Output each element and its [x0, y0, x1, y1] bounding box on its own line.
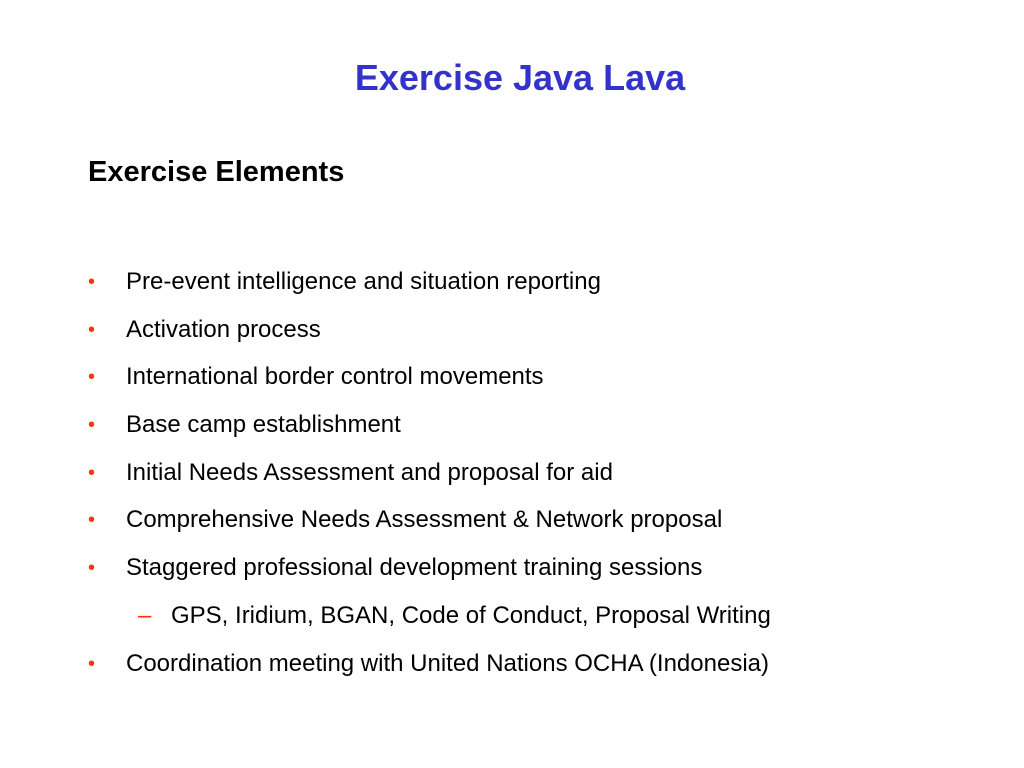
sub-bullet-marker: –: [138, 601, 152, 629]
bullet-text: Comprehensive Needs Assessment & Network proposal: [126, 506, 723, 534]
bullet-item: [88, 310, 771, 358]
bullet-item: [88, 500, 771, 548]
sub-bullet-text: GPS, Iridium, BGAN, Code of Conduct, Proposal Writing: [171, 601, 771, 629]
bullet-marker: •: [88, 366, 96, 389]
bullet-text: Coordination meeting with United Nations OCHA (Indonesia): [126, 649, 769, 677]
bullet-item: [88, 357, 771, 405]
bullet-marker: •: [88, 461, 96, 484]
bullet-item: [88, 644, 771, 692]
bullet-text: Activation process: [126, 315, 321, 343]
sub-bullet-item: [88, 596, 771, 644]
bullet-marker: •: [88, 557, 96, 580]
bullet-item: [88, 453, 771, 501]
bullet-text: Base camp establishment: [126, 411, 401, 439]
bullet-list: [88, 262, 771, 691]
bullet-marker: •: [88, 509, 96, 532]
bullet-item: [88, 405, 771, 453]
slide-title: Exercise Java Lava: [354, 57, 686, 98]
bullet-text: Pre-event intelligence and situation reporting: [126, 268, 601, 295]
bullet-item: [88, 262, 771, 310]
slide-subtitle: Exercise Elements: [88, 156, 345, 188]
bullet-text: Initial Needs Assessment and proposal for aid: [126, 458, 613, 486]
bullet-marker: •: [88, 318, 96, 341]
bullet-text: Staggered professional development training sessions: [126, 554, 703, 582]
bullet-marker: •: [88, 652, 96, 675]
bullet-item: [88, 548, 771, 596]
bullet-marker: •: [88, 271, 96, 293]
bullet-text: International border control movements: [126, 363, 544, 391]
bullet-marker: •: [88, 414, 96, 437]
